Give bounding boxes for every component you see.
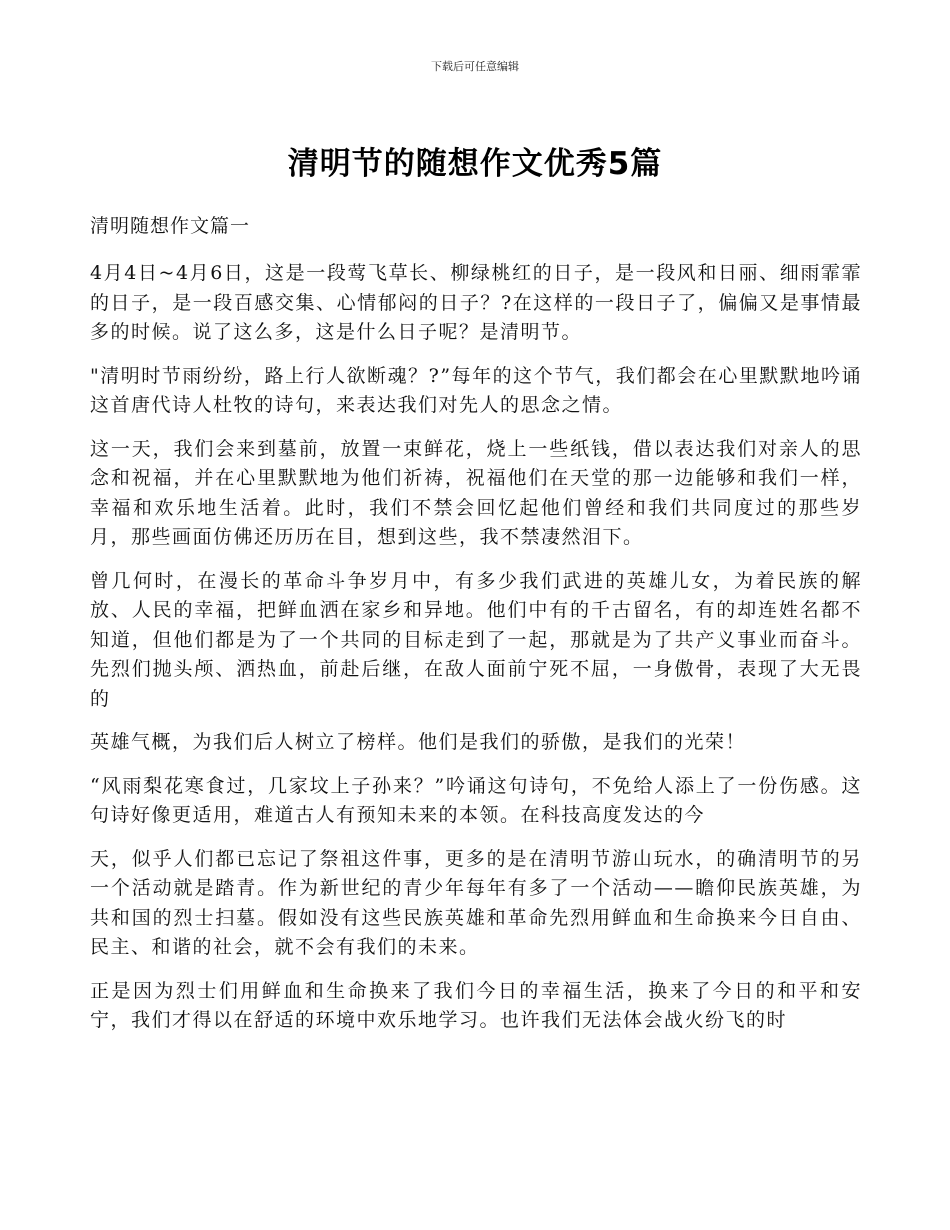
paragraph: “风雨梨花寒食过，几家坟上子孙来？”吟诵这句诗句，不免给人添上了一份伤感。这句诗好像更适用，难道古人有预知未来的本领。在科技高度发达的今 <box>90 774 862 826</box>
paragraph: "清明时节雨纷纷，路上行人欲断魂？?”每年的这个节气，我们都会在心里默默地吟诵这首唐代诗人杜牧的诗句，来表达我们对先人的思念之情。 <box>90 364 862 416</box>
section-heading: 清明随想作文篇一 <box>90 215 251 237</box>
document-title: 清明节的随想作文优秀5篇 <box>287 146 663 182</box>
paragraph: 正是因为烈士们用鲜血和生命换来了我们今日的幸福生活，换来了今日的和平和安宁，我们才得以在舒适的环境中欢乐地学习。也许我们无法体会战火纷飞的时 <box>90 979 862 1031</box>
paragraph: 英雄气概，为我们后人树立了榜样。他们是我们的骄傲，是我们的光荣！ <box>90 731 747 753</box>
header-note: 下载后可任意编辑 <box>431 60 519 73</box>
paragraph: 这一天，我们会来到墓前，放置一束鲜花，烧上一些纸钱，借以表达我们对亲人的思念和祝福，并在心里默默地为他们祈祷，祝福他们在天堂的那一边能够和我们一样，幸福和欢乐地生活着。此时，我们不禁会回忆起他们曾经和我们共同度过的那些岁月，那些画面仿佛还历历在目，想到这些，我不禁凄然泪下。 <box>90 437 862 548</box>
paragraph: 天，似乎人们都已忘记了祭祖这件事，更多的是在清明节游山玩水，的确清明节的另一个活动就是踏青。作为新世纪的青少年每年有多了一个活动——瞻仰民族英雄，为共和国的烈士扫墓。假如没有这些民族英雄和革命先烈用鲜血和生命换来今日自由、民主、和谐的社会，就不会有我们的未来。 <box>90 847 862 958</box>
paragraph: 4月4日~4月6日，这是一段莺飞草长、柳绿桃红的日子，是一段风和日丽、细雨霏霏的日子，是一段百感交集、心情郁闷的日子？?在这样的一段日子了，偏偏又是事情最多的时候。说了这么多，这是什么日子呢？是清明节。 <box>90 262 862 343</box>
paragraph: 曾几何时，在漫长的革命斗争岁月中，有多少我们武进的英雄儿女，为着民族的解放、人民的幸福，把鲜血洒在家乡和异地。他们中有的千古留名，有的却连姓名都不知道，但他们都是为了一个共同的目标走到了一起，那就是为了共产义事业而奋斗。先烈们抛头颅、洒热血，前赴后继，在敌人面前宁死不屈，一身傲骨，表现了大无畏的 <box>90 569 862 710</box>
document-body <box>90 212 862 1050</box>
